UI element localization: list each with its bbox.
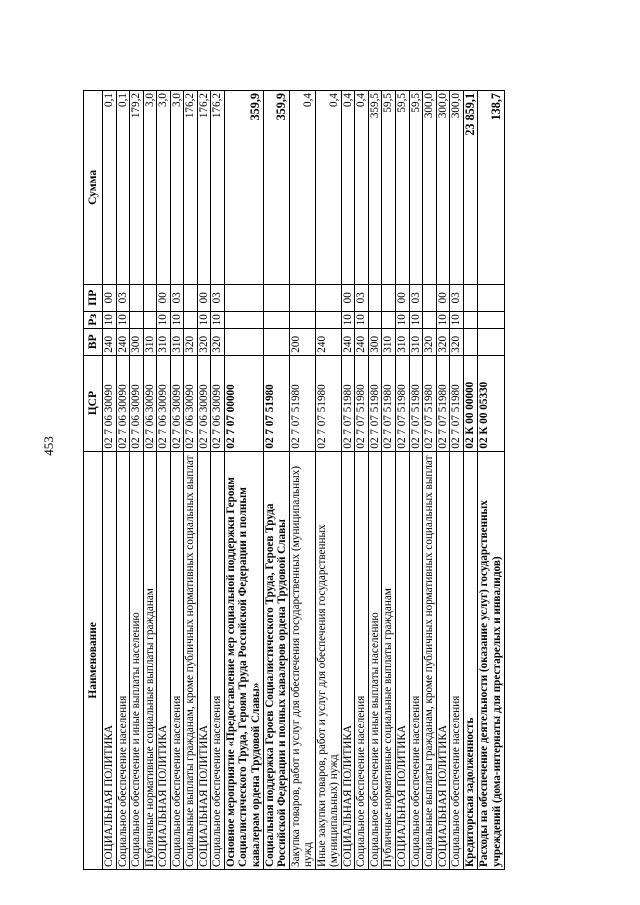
budget-table-container <box>83 90 548 870</box>
cell-pr: 03 <box>450 284 464 311</box>
table-row <box>341 91 355 870</box>
table-row <box>368 91 382 870</box>
cell-csr: 02 7 07 51980 <box>396 355 410 451</box>
cell-vr <box>463 328 478 355</box>
cell-rz: 10 <box>409 311 423 328</box>
cell-pr <box>224 284 263 311</box>
cell-csr: 02 К 00 00000 <box>463 355 478 451</box>
cell-csr: 02 7 06 30090 <box>116 355 130 451</box>
cell-vr: 320 <box>436 328 450 355</box>
cell-vr: 300 <box>368 328 382 355</box>
table-row <box>463 91 478 870</box>
table-row <box>315 91 341 870</box>
cell-rz: 10 <box>436 311 450 328</box>
cell-rz <box>315 311 341 328</box>
cell-pr <box>368 284 382 311</box>
table-row <box>382 91 396 870</box>
cell-vr: 310 <box>409 328 423 355</box>
cell-rz: 10 <box>211 311 225 328</box>
table-row <box>409 91 423 870</box>
cell-sum: 0,1 <box>116 91 130 285</box>
table-row <box>103 91 117 870</box>
cell-sum: 179,2 <box>130 91 144 285</box>
cell-vr: 320 <box>211 328 225 355</box>
cell-rz <box>423 311 437 328</box>
cell-vr <box>224 328 263 355</box>
table-header-row <box>84 91 103 870</box>
cell-name: Социальное обеспечение населения <box>211 451 225 869</box>
cell-vr: 320 <box>423 328 437 355</box>
cell-rz <box>382 311 396 328</box>
cell-pr: 03 <box>116 284 130 311</box>
cell-name: СОЦИАЛЬНАЯ ПОЛИТИКА <box>157 451 171 869</box>
cell-vr: 310 <box>396 328 410 355</box>
cell-csr: 02 К 00 05330 <box>478 355 504 451</box>
cell-pr <box>315 284 341 311</box>
cell-rz: 10 <box>341 311 355 328</box>
table-row <box>289 91 315 870</box>
cell-csr: 02 7 07 51980 <box>450 355 464 451</box>
cell-pr: 00 <box>103 284 117 311</box>
cell-rz: 10 <box>116 311 130 328</box>
cell-rz <box>368 311 382 328</box>
cell-csr: 02 7 07 51980 <box>382 355 396 451</box>
cell-sum: 300,0 <box>423 91 437 285</box>
cell-name: СОЦИАЛЬНАЯ ПОЛИТИКА <box>341 451 355 869</box>
cell-pr: 00 <box>157 284 171 311</box>
cell-csr: 02 7 07 51980 <box>263 355 289 451</box>
cell-csr: 02 7 07 00000 <box>224 355 263 451</box>
header-name: Наименование <box>84 451 103 869</box>
cell-name: Социальное обеспечение населения <box>170 451 184 869</box>
cell-sum: 3,0 <box>157 91 171 285</box>
cell-vr: 310 <box>170 328 184 355</box>
table-row <box>197 91 211 870</box>
table-row <box>478 91 504 870</box>
cell-vr: 240 <box>315 328 341 355</box>
table-row <box>184 91 198 870</box>
cell-vr <box>263 328 289 355</box>
cell-sum: 23 859,1 <box>463 91 478 285</box>
cell-name: Социальные выплаты гражданам, кроме публичных нормативных социальных выплат <box>423 451 437 869</box>
table-row <box>436 91 450 870</box>
table-row <box>157 91 171 870</box>
cell-vr <box>478 328 504 355</box>
cell-sum: 176,2 <box>184 91 198 285</box>
cell-name: Социальное обеспечение и иные выплаты населению <box>130 451 144 869</box>
cell-name: Расходы на обеспечение деятельности (оказание услуг) государственных учреждений (дома-интернаты для престарелых и инвалидов) <box>478 451 504 869</box>
cell-sum: 3,0 <box>170 91 184 285</box>
cell-vr: 320 <box>450 328 464 355</box>
table-row <box>224 91 263 870</box>
cell-sum: 138,7 <box>478 91 504 285</box>
cell-vr: 300 <box>130 328 144 355</box>
cell-sum: 176,2 <box>197 91 211 285</box>
cell-pr: 03 <box>211 284 225 311</box>
cell-name: Социальное обеспечение и иные выплаты населению <box>368 451 382 869</box>
cell-name: Социальная поддержка Героев Социалистического Труда, Героев Труда Российской Федерации и полных кавалеров ордена Трудовой Славы <box>263 451 289 869</box>
cell-rz: 10 <box>396 311 410 328</box>
cell-rz <box>130 311 144 328</box>
header-sum: Сумма <box>84 91 103 285</box>
cell-vr: 310 <box>382 328 396 355</box>
cell-rz <box>184 311 198 328</box>
cell-sum: 300,0 <box>436 91 450 285</box>
cell-name: СОЦИАЛЬНАЯ ПОЛИТИКА <box>396 451 410 869</box>
header-vr: ВР <box>84 328 103 355</box>
cell-vr: 310 <box>143 328 157 355</box>
cell-sum: 3,0 <box>143 91 157 285</box>
cell-pr: 03 <box>170 284 184 311</box>
cell-rz <box>463 311 478 328</box>
cell-csr: 02 7 07 51980 <box>355 355 369 451</box>
cell-csr: 02 7 06 30090 <box>170 355 184 451</box>
table-row <box>355 91 369 870</box>
cell-rz <box>224 311 263 328</box>
table-row <box>170 91 184 870</box>
cell-sum: 176,2 <box>211 91 225 285</box>
cell-pr <box>184 284 198 311</box>
cell-csr: 02 7 07 51980 <box>341 355 355 451</box>
cell-sum: 59,5 <box>409 91 423 285</box>
cell-csr: 02 7 07 51980 <box>423 355 437 451</box>
cell-csr: 02 7 06 30090 <box>143 355 157 451</box>
header-pr: ПР <box>84 284 103 311</box>
cell-pr: 03 <box>355 284 369 311</box>
cell-name: СОЦИАЛЬНАЯ ПОЛИТИКА <box>103 451 117 869</box>
cell-pr <box>289 284 315 311</box>
cell-csr: 02 7 07 51980 <box>368 355 382 451</box>
cell-sum: 359,5 <box>368 91 382 285</box>
cell-vr: 240 <box>355 328 369 355</box>
cell-rz: 10 <box>197 311 211 328</box>
cell-csr: 02 7 06 30090 <box>197 355 211 451</box>
cell-pr: 00 <box>396 284 410 311</box>
cell-sum: 0,1 <box>103 91 117 285</box>
cell-pr <box>263 284 289 311</box>
cell-pr: 00 <box>436 284 450 311</box>
cell-rz: 10 <box>157 311 171 328</box>
table-row <box>211 91 225 870</box>
cell-csr: 02 7 07 51980 <box>436 355 450 451</box>
cell-name: Иные закупки товаров, работ и услуг для обеспечения государственных (муниципальных) нужд <box>315 451 341 869</box>
cell-sum: 0,4 <box>355 91 369 285</box>
header-csr: ЦСР <box>84 355 103 451</box>
cell-pr <box>463 284 478 311</box>
cell-pr <box>423 284 437 311</box>
cell-sum: 300,0 <box>450 91 464 285</box>
cell-csr: 02 7 06 30090 <box>211 355 225 451</box>
cell-name: СОЦИАЛЬНАЯ ПОЛИТИКА <box>436 451 450 869</box>
table-row <box>396 91 410 870</box>
cell-rz: 10 <box>355 311 369 328</box>
cell-rz: 10 <box>103 311 117 328</box>
table-row <box>116 91 130 870</box>
cell-rz <box>478 311 504 328</box>
cell-pr <box>143 284 157 311</box>
budget-table <box>83 90 505 870</box>
cell-sum: 0,4 <box>315 91 341 285</box>
table-row <box>450 91 464 870</box>
cell-name: Кредиторская задолженность <box>463 451 478 869</box>
cell-pr <box>130 284 144 311</box>
cell-csr: 02 7 06 30090 <box>130 355 144 451</box>
cell-rz: 10 <box>450 311 464 328</box>
cell-csr: 02 7 07 51980 <box>289 355 315 451</box>
cell-sum: 0,4 <box>289 91 315 285</box>
cell-vr: 240 <box>103 328 117 355</box>
cell-rz: 10 <box>170 311 184 328</box>
cell-csr: 02 7 07 51980 <box>409 355 423 451</box>
cell-name: Социальное обеспечение населения <box>409 451 423 869</box>
cell-sum: 59,5 <box>396 91 410 285</box>
table-row <box>143 91 157 870</box>
cell-name: Публичные нормативные социальные выплаты гражданам <box>382 451 396 869</box>
cell-sum: 359,9 <box>263 91 289 285</box>
cell-name: Социальное обеспечение населения <box>355 451 369 869</box>
cell-pr: 00 <box>341 284 355 311</box>
cell-sum: 359,9 <box>224 91 263 285</box>
cell-csr: 02 7 06 30090 <box>157 355 171 451</box>
cell-vr: 200 <box>289 328 315 355</box>
table-row <box>130 91 144 870</box>
cell-name: Закупка товаров, работ и услуг для обеспечения государственных (муниципальных) нужд <box>289 451 315 869</box>
cell-name: Социальное обеспечение населения <box>116 451 130 869</box>
cell-pr <box>478 284 504 311</box>
cell-vr: 320 <box>197 328 211 355</box>
cell-vr: 240 <box>116 328 130 355</box>
cell-vr: 320 <box>184 328 198 355</box>
cell-csr: 02 7 06 30090 <box>103 355 117 451</box>
page-number: 453 <box>41 436 56 456</box>
cell-vr: 310 <box>157 328 171 355</box>
cell-pr: 00 <box>197 284 211 311</box>
table-row <box>423 91 437 870</box>
cell-vr: 240 <box>341 328 355 355</box>
table-body <box>103 91 505 870</box>
header-rz: Рз <box>84 311 103 328</box>
cell-name: СОЦИАЛЬНАЯ ПОЛИТИКА <box>197 451 211 869</box>
cell-rz <box>263 311 289 328</box>
table-row <box>263 91 289 870</box>
cell-sum: 59,5 <box>382 91 396 285</box>
cell-name: Социальное обеспечение населения <box>450 451 464 869</box>
cell-rz <box>289 311 315 328</box>
cell-pr <box>382 284 396 311</box>
cell-name: Социальные выплаты гражданам, кроме публичных нормативных социальных выплат <box>184 451 198 869</box>
cell-rz <box>143 311 157 328</box>
cell-pr: 03 <box>409 284 423 311</box>
cell-name: Основное мероприятие «Предоставление мер социальной поддержки Героям Социалистического Труда, Героям Труда Российской Федерации и полным кавалерам ордена Трудовой Славы» <box>224 451 263 869</box>
cell-csr: 02 7 07 51980 <box>315 355 341 451</box>
cell-name: Публичные нормативные социальные выплаты гражданам <box>143 451 157 869</box>
cell-sum: 0,4 <box>341 91 355 285</box>
cell-csr: 02 7 06 30090 <box>184 355 198 451</box>
